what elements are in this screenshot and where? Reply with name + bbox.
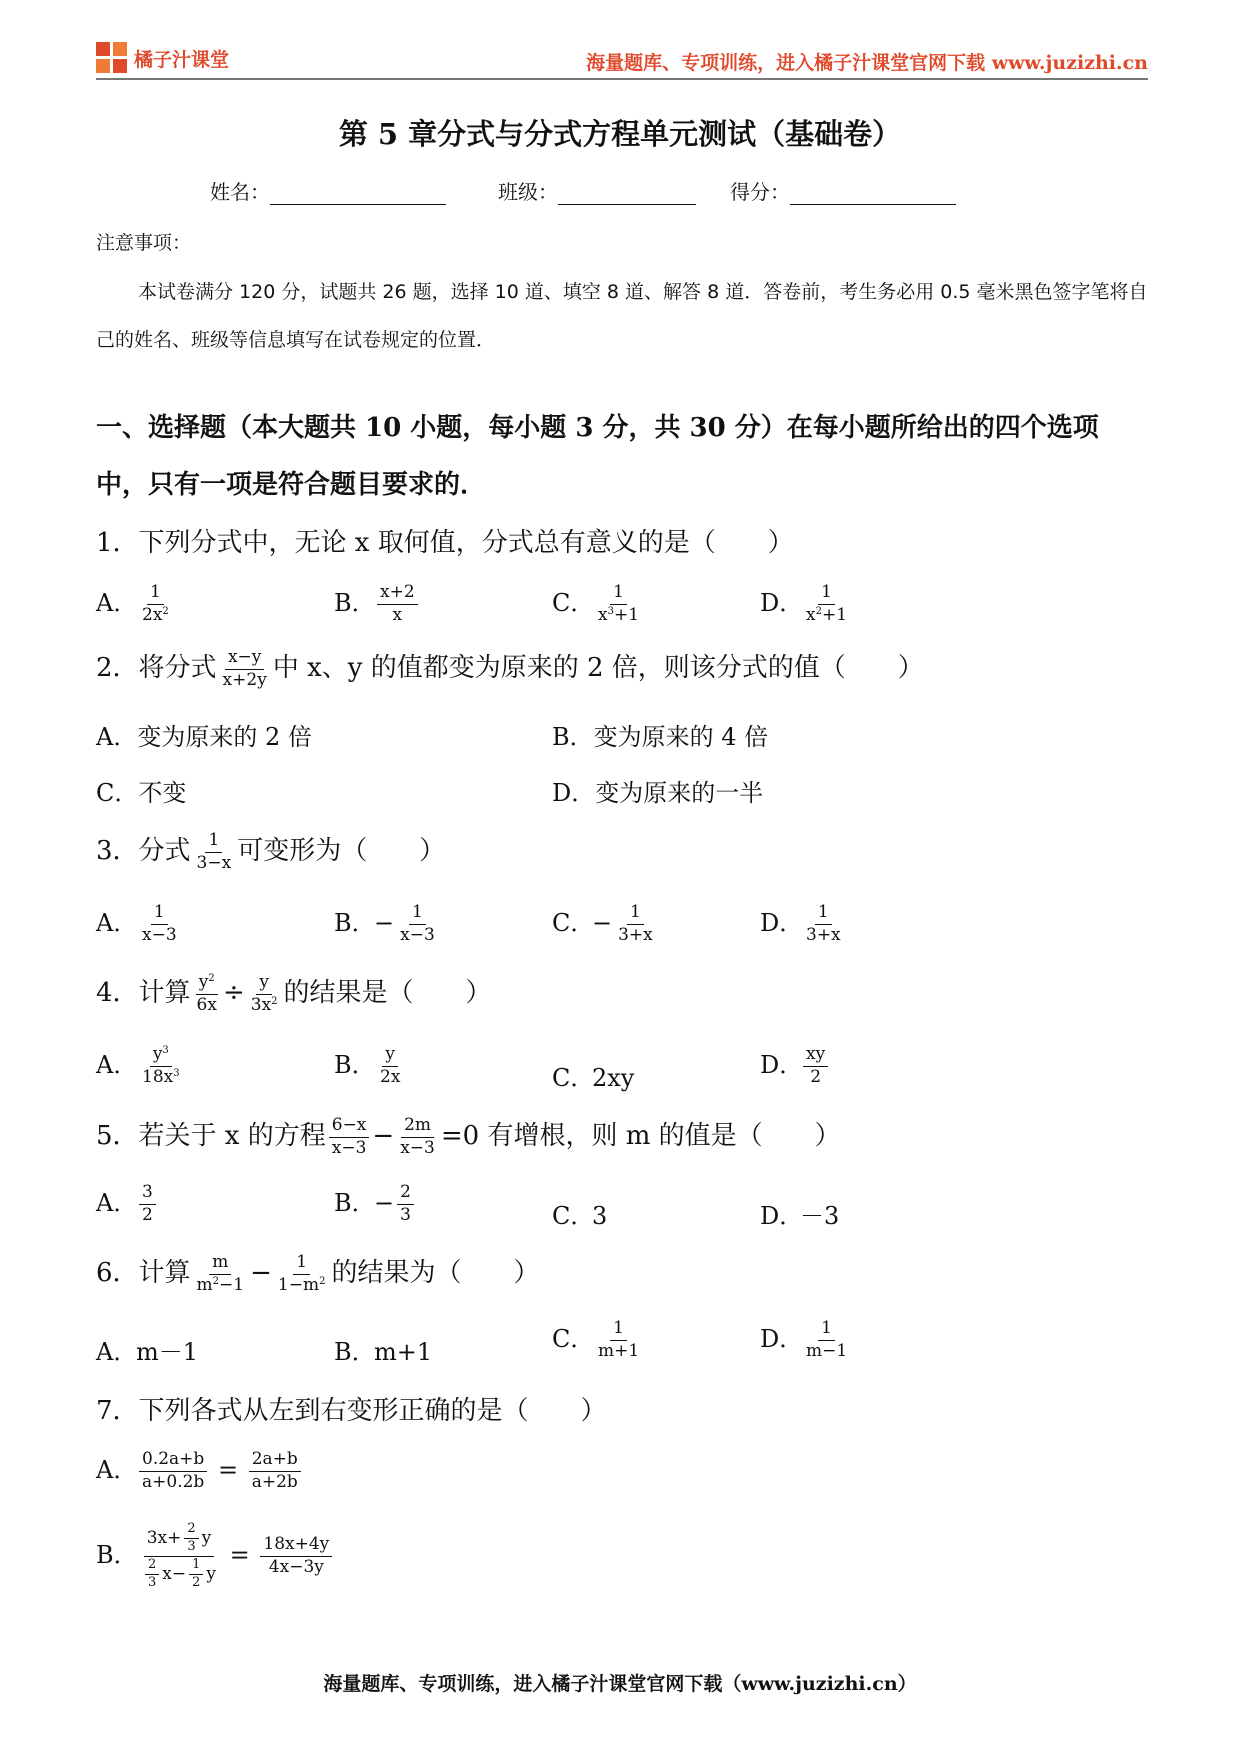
q5-option-d[interactable] (760, 1196, 839, 1231)
question-6 (96, 1252, 539, 1295)
name-field[interactable] (270, 184, 446, 205)
q4-text-pre: 4．计算 (96, 978, 191, 1008)
question-5 (96, 1115, 841, 1158)
q2-option-a[interactable]: A．变为原来的 2 倍 (96, 723, 312, 751)
q2-option-c[interactable]: C．不变 (96, 779, 187, 807)
page-footer: 海量题库、专项训练，进入橘子汁课堂官网下载（www.juzizhi.cn） (323, 1673, 917, 1695)
fraction: $\frac{m}{m^2-1}$ (196, 1251, 245, 1295)
fraction: $\frac{x+2}{x}$ (377, 583, 418, 625)
q6-option-d[interactable] (760, 1319, 853, 1362)
q2-option-b[interactable]: B．变为原来的 4 倍 (552, 723, 769, 751)
question-7: 7．下列各式从左到右变形正确的是（ ） (96, 1396, 607, 1426)
header-slogan: 海量题库、专项训练，进入橘子汁课堂官网下载 www.juzizhi.cn (586, 52, 1148, 74)
q6-option-a[interactable] (96, 1332, 198, 1367)
logo (96, 42, 229, 74)
q4-option-b[interactable] (334, 1045, 406, 1088)
option-label: B． (334, 1189, 376, 1217)
q5-option-c[interactable] (552, 1196, 607, 1231)
q6-option-b[interactable] (334, 1332, 432, 1367)
q1-option-d[interactable] (760, 583, 853, 626)
q3-option-d[interactable] (760, 903, 847, 946)
fraction: $\frac{1}{m-1}$ (806, 1318, 848, 1361)
fraction: $\frac{1}{3-x}$ (196, 829, 232, 873)
q4-text-post: 的结果是（ ） (283, 978, 492, 1008)
option-label: A． (96, 589, 138, 617)
page-title: 第 5 章分式与分式方程单元测试（基础卷） (338, 117, 902, 151)
notice-text: 本试卷满分 120 分，试题共 26 题，选择 10 道、填空 8 道、解答 8 道．答卷前，考生务必用 0.5 毫米黑色签字笔将自己的姓名、班级等信息填写在试卷规定的位置． (96, 281, 1148, 351)
student-info (210, 176, 956, 205)
fraction: $\frac{y}{2x}$ (380, 1044, 401, 1087)
q5-option-a[interactable] (96, 1183, 159, 1226)
option-label: B． (334, 1338, 376, 1366)
option-value: m+1 (374, 1338, 433, 1366)
option-label: C． (552, 1202, 595, 1230)
option-label: D． (760, 1325, 804, 1353)
fraction: $\frac{1}{m+1}$ (598, 1318, 640, 1361)
fraction: 3x+ $\frac{2}{3}$ y $\frac{2}{3}$ x− $\frac{1}{2}$ y (139, 1522, 219, 1591)
option-label: A． (96, 1456, 138, 1484)
section-heading: 一、选择题（本大题共 10 小题，每小题 3 分，共 30 分）在每小题所给出的四个选项中，只有一项是符合题目要求的． (96, 413, 1099, 500)
fraction: $\frac{x-y}{x+2y}$ (222, 646, 267, 690)
option-label: B． (334, 1051, 376, 1079)
fraction: $\frac{2m}{x-3}$ (400, 1114, 435, 1158)
fraction: $\frac{1}{2x^2}$ (142, 582, 169, 625)
q3-text-pre: 3．分式 (96, 836, 191, 866)
option-label: B． (334, 589, 376, 617)
option-label: A． (96, 1189, 138, 1217)
option-label: A． (96, 1338, 138, 1366)
fraction: $\frac{1}{3+x}$ (806, 902, 841, 945)
option-label: D． (760, 1202, 804, 1230)
q7-option-a[interactable]: A． $\frac{0.2a+b}{a+0.2b}$ = $\frac{2a+b}{a+2b}$ (96, 1450, 304, 1493)
fraction: $\frac{2}{3}$ (397, 1183, 414, 1225)
q2-text-post: 中 x、y 的值都变为原来的 2 倍，则该分式的值（ ） (272, 653, 924, 683)
minus-sign: − (250, 1258, 272, 1288)
q7-option-b[interactable]: B． 3x+ $\frac{2}{3}$ y $\frac{2}{3}$ x− $\frac{1}{2}$ y = $\frac{18x+4y}{4x-3y}$ (96, 1522, 335, 1591)
fraction: $\frac{1}{x^3+1}$ (598, 582, 640, 625)
fraction: $\frac{3}{2}$ (139, 1183, 156, 1225)
option-label: D． (760, 589, 804, 617)
option-label: A． (96, 909, 138, 937)
fraction: $\frac{1}{3+x}$ (618, 902, 653, 945)
q5-text-post: =0 有增根，则 m 的值是（ ） (440, 1121, 841, 1151)
fraction: $\frac{0.2a+b}{a+0.2b}$ (139, 1450, 207, 1492)
q1-option-a[interactable] (96, 583, 175, 626)
q6-text-post: 的结果为（ ） (331, 1258, 540, 1288)
score-label: 得分： (730, 180, 790, 204)
divide-sign: ÷ (222, 978, 245, 1008)
option-value: －3 (800, 1202, 840, 1230)
q3-text-post: 可变形为（ ） (237, 836, 446, 866)
option-label: D． (760, 1051, 804, 1079)
q4-option-d[interactable] (760, 1045, 831, 1088)
q3-option-b[interactable]: B．− $\frac{1}{x-3}$ (334, 903, 441, 946)
option-label: C． (552, 1325, 595, 1353)
q1-option-c[interactable] (552, 583, 645, 626)
fraction: $\frac{1}{1-m^2}$ (277, 1251, 326, 1295)
fraction: $\frac{y^2}{6x}$ (196, 971, 217, 1015)
question-2 (96, 647, 924, 690)
question-1: 1．下列分式中，无论 x 取何值，分式总有意义的是（ ） (96, 528, 794, 558)
minus-sign: − (372, 1121, 395, 1151)
q2-text-pre: 2．将分式 (96, 653, 217, 683)
page-header (96, 42, 1148, 80)
q6-text-pre: 6．计算 (96, 1258, 191, 1288)
score-field[interactable] (790, 184, 956, 205)
logo-text: 橘子汁课堂 (134, 48, 230, 71)
q4-option-a[interactable] (96, 1045, 186, 1088)
question-3 (96, 830, 445, 873)
option-value: m－1 (136, 1338, 199, 1366)
option-label: A． (96, 1051, 138, 1079)
fraction: $\frac{1}{x^2+1}$ (806, 582, 848, 625)
class-field[interactable] (558, 184, 696, 205)
fraction: $\frac{6-x}{x-3}$ (329, 1116, 370, 1158)
option-label: C． (552, 1064, 595, 1092)
option-value: 3 (592, 1202, 608, 1230)
option-label: C． (552, 589, 595, 617)
q3-option-a[interactable] (96, 903, 183, 946)
notice-heading: 注意事项： (96, 232, 192, 254)
q1-option-b[interactable] (334, 583, 421, 626)
option-label: D． (760, 909, 804, 937)
q5-option-b[interactable]: B．− $\frac{2}{3}$ (334, 1183, 417, 1226)
fraction: $\frac{1}{x-3}$ (400, 902, 435, 945)
class-label: 班级： (498, 180, 558, 204)
q2-option-d[interactable]: D．变为原来的一半 (552, 779, 764, 807)
option-label: B． (96, 1540, 138, 1569)
q3-option-c[interactable]: C．− $\frac{1}{3+x}$ (552, 903, 659, 946)
option-label: C． (552, 909, 595, 937)
option-label: B． (334, 909, 376, 937)
q5-text-pre: 5．若关于 x 的方程 (96, 1121, 326, 1151)
q4-option-c[interactable]: C．2xy (552, 1058, 634, 1093)
fraction: $\frac{18x+4y}{4x-3y}$ (260, 1535, 332, 1577)
fraction: $\frac{xy}{2}$ (803, 1045, 828, 1087)
fraction: $\frac{y^3}{18x^3}$ (142, 1044, 180, 1087)
name-label: 姓名： (210, 180, 270, 204)
logo-icon (96, 42, 128, 74)
q6-option-c[interactable] (552, 1319, 645, 1362)
fraction: $\frac{y}{3x^2}$ (250, 971, 278, 1015)
fraction: $\frac{1}{x-3}$ (142, 902, 177, 945)
question-4 (96, 972, 492, 1015)
fraction: $\frac{2a+b}{a+2b}$ (249, 1450, 301, 1492)
